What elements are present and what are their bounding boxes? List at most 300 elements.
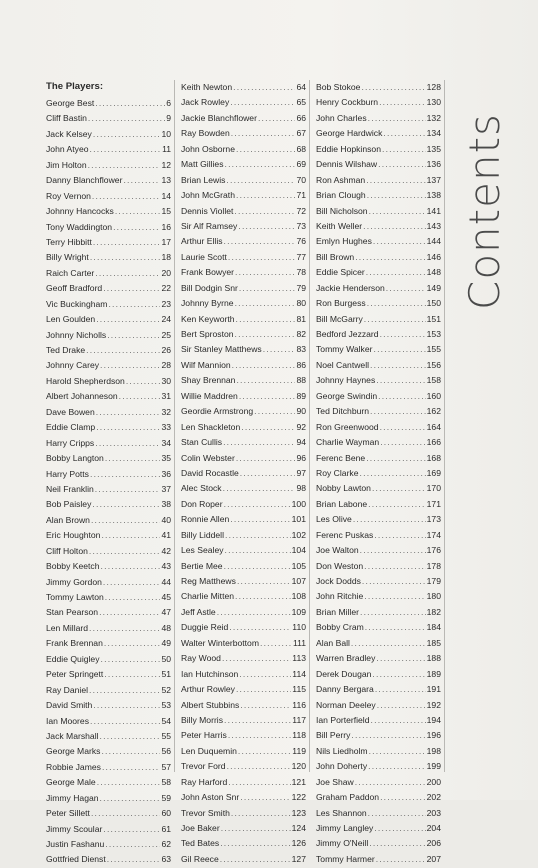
- player-name: Eddie Hopkinson: [316, 143, 381, 154]
- leader-dots: [238, 219, 295, 234]
- contents-entry: [181, 775, 309, 790]
- player-name: Bill Perry: [316, 730, 351, 741]
- contents-entry: [46, 358, 174, 373]
- leader-dots: [96, 420, 160, 435]
- page-number: 188: [426, 653, 441, 664]
- contents-entry: [316, 95, 444, 110]
- leader-dots: [91, 806, 160, 821]
- player-name: Jimmy Scoular: [46, 823, 103, 834]
- page-number: 160: [426, 390, 441, 401]
- leader-dots: [105, 590, 161, 605]
- leader-dots: [260, 636, 292, 651]
- player-name: Geordie Armstrong: [181, 406, 254, 417]
- contents-entry: [316, 744, 444, 759]
- contents-entry: [316, 404, 444, 419]
- page-number: 86: [296, 359, 306, 370]
- player-name: Alan Brown: [46, 514, 90, 525]
- player-name: Ian Porterfield: [316, 714, 370, 725]
- page-number: 170: [426, 483, 441, 494]
- player-name: Ferenc Puskas: [316, 529, 374, 540]
- contents-entry: [316, 713, 444, 728]
- leader-dots: [236, 373, 295, 388]
- leader-dots: [228, 775, 290, 790]
- leader-dots: [263, 342, 296, 357]
- page-number: 110: [292, 622, 306, 633]
- contents-entry: [46, 374, 174, 389]
- page-number: 54: [161, 715, 171, 726]
- leader-dots: [224, 497, 291, 512]
- player-name: Jimmy Hagan: [46, 792, 99, 803]
- player-name: Peter Harris: [181, 730, 227, 741]
- leader-dots: [105, 451, 161, 466]
- page-number: 185: [426, 637, 441, 648]
- page-number: 71: [296, 190, 306, 201]
- page-number: 196: [426, 730, 441, 741]
- leader-dots: [126, 374, 161, 389]
- page-number: 63: [161, 854, 171, 865]
- player-name: Don Roper: [181, 498, 223, 509]
- player-name: Reg Matthews: [181, 576, 236, 586]
- leader-dots: [383, 126, 425, 141]
- contents-entry: [46, 204, 174, 219]
- page-number: 146: [426, 251, 441, 262]
- contents-entry: [181, 312, 309, 327]
- contents-entry: [46, 528, 174, 543]
- contents-entry: [316, 636, 444, 651]
- leader-dots: [234, 204, 295, 219]
- leader-dots: [225, 543, 291, 558]
- contents-entry: [46, 142, 174, 157]
- page-number: 171: [426, 498, 441, 509]
- page-number: 153: [426, 329, 441, 339]
- leader-dots: [380, 435, 425, 450]
- contents-entry: [46, 467, 174, 482]
- leader-dots: [227, 759, 291, 774]
- page-number: 43: [161, 561, 171, 572]
- page-number: 57: [161, 761, 171, 772]
- player-name: George Best: [46, 98, 95, 108]
- contents-entry: [46, 667, 174, 682]
- contents-entry: [46, 127, 174, 142]
- page-number: 141: [426, 205, 441, 216]
- leader-dots: [374, 528, 425, 543]
- contents-entry: [316, 728, 444, 743]
- leader-dots: [232, 358, 296, 373]
- leader-dots: [101, 744, 160, 759]
- leader-dots: [254, 404, 295, 419]
- page-number: 61: [161, 823, 171, 834]
- page-number: 166: [426, 437, 441, 448]
- contents-entry: [316, 188, 444, 203]
- contents-entry: [46, 405, 174, 420]
- page-number: 135: [426, 143, 441, 154]
- player-name: Jimmy Gordon: [46, 576, 102, 587]
- page-number: 33: [161, 422, 171, 433]
- contents-entry: [181, 605, 309, 620]
- player-name: Eddie Quigley: [46, 653, 100, 664]
- contents-entry: [46, 636, 174, 651]
- page-number: 45: [161, 592, 171, 602]
- leader-dots: [95, 436, 160, 451]
- leader-dots: [231, 126, 296, 141]
- player-name: Graham Paddon: [316, 792, 380, 803]
- leader-dots: [236, 682, 291, 697]
- leader-dots: [92, 189, 161, 204]
- player-name: Danny Bergara: [316, 684, 374, 695]
- contents-entry: [316, 219, 444, 234]
- player-name: David Rocastle: [181, 467, 239, 478]
- contents-entry: [46, 652, 174, 667]
- contents-entry: [46, 775, 174, 790]
- page-number: 116: [292, 699, 306, 710]
- contents-entry: [316, 126, 444, 141]
- leader-dots: [230, 95, 295, 110]
- player-name: Johnny Haynes: [316, 375, 376, 386]
- page-number: 124: [291, 823, 306, 833]
- contents-column-2: [181, 80, 310, 864]
- contents-entry: [316, 435, 444, 450]
- contents-entry: [181, 698, 309, 713]
- player-name: Nils Liedholm: [316, 745, 368, 756]
- player-name: Wilf Mannion: [181, 359, 231, 370]
- leader-dots: [90, 142, 162, 157]
- player-name: Willie Maddren: [181, 390, 238, 401]
- page-number: 156: [426, 359, 441, 370]
- player-name: Neil Franklin: [46, 483, 94, 494]
- page-number: 173: [426, 514, 441, 525]
- page-number: 148: [426, 267, 441, 278]
- player-name: Dennis Viollet: [181, 205, 234, 216]
- player-name: Ray Daniel: [46, 684, 89, 695]
- page-number: 207: [426, 853, 441, 864]
- contents-entry: [316, 204, 444, 219]
- leader-dots: [366, 265, 426, 280]
- leader-dots: [107, 328, 160, 343]
- contents-entry: [181, 744, 309, 759]
- player-name: Danny Blanchflower: [46, 175, 123, 186]
- player-name: Les Olive: [316, 514, 352, 525]
- contents-title-text: Contents: [460, 113, 509, 310]
- page-number: 83: [296, 344, 306, 355]
- page-number: 199: [426, 761, 441, 772]
- leader-dots: [103, 822, 160, 837]
- leader-dots: [90, 467, 160, 482]
- player-name: Noel Cantwell: [316, 359, 370, 370]
- page-number: 59: [161, 792, 171, 803]
- player-name: Johnny Carey: [46, 360, 100, 371]
- leader-dots: [363, 219, 425, 234]
- page-number: 9: [166, 113, 171, 124]
- player-name: Joe Walton: [316, 545, 359, 556]
- player-name: Geoff Bradford: [46, 283, 103, 294]
- leader-dots: [361, 80, 425, 95]
- page-number: 17: [161, 236, 171, 247]
- leader-dots: [102, 760, 161, 775]
- page-number: 149: [426, 282, 441, 293]
- contents-entry: [316, 821, 444, 836]
- leader-dots: [378, 389, 426, 404]
- page-number: 38: [161, 499, 171, 510]
- player-name: Tommy Lawton: [46, 592, 104, 602]
- contents-entry: [316, 234, 444, 249]
- leader-dots: [380, 420, 426, 435]
- leader-dots: [355, 250, 425, 265]
- player-name: Ken Keyworth: [181, 313, 235, 324]
- leader-dots: [362, 574, 426, 589]
- contents-entry: [46, 220, 174, 235]
- contents-entry: [316, 836, 444, 851]
- page-number: 23: [161, 298, 171, 309]
- contents-column-3: [316, 80, 445, 864]
- page-number: 194: [426, 714, 441, 725]
- contents-entry: [181, 759, 309, 774]
- player-name: Colin Webster: [181, 452, 235, 463]
- page-number: 114: [292, 668, 306, 679]
- section-heading: The Players:: [46, 81, 104, 92]
- contents-entry: [181, 651, 309, 666]
- leader-dots: [95, 482, 161, 497]
- page-number: 97: [296, 467, 306, 478]
- leader-dots: [368, 759, 426, 774]
- leader-dots: [360, 605, 426, 620]
- leader-dots: [96, 312, 160, 327]
- page-number: 16: [161, 221, 171, 232]
- page-number: 10: [161, 128, 171, 139]
- page-number: 48: [161, 622, 171, 633]
- leader-dots: [123, 173, 160, 188]
- page-number: 18: [161, 252, 171, 263]
- contents-entry: [46, 683, 174, 698]
- player-name: Jackie Blanchflower: [181, 112, 257, 123]
- player-name: Bob Stokoe: [316, 82, 361, 92]
- page-number: 73: [296, 220, 306, 231]
- contents-entry: [181, 451, 309, 466]
- leader-dots: [378, 157, 426, 172]
- player-name: Peter Springett: [46, 669, 104, 680]
- player-name: Norman Deeley: [316, 699, 376, 710]
- leader-dots: [374, 821, 425, 836]
- leader-dots: [382, 142, 426, 157]
- contents-entry: [316, 250, 444, 265]
- page-number: 25: [161, 329, 171, 340]
- page-number: 206: [426, 838, 441, 849]
- contents-entry: [46, 837, 174, 852]
- contents-entry: [316, 759, 444, 774]
- page-number: 144: [426, 236, 441, 247]
- page-number: 176: [426, 545, 441, 556]
- contents-entry: [181, 852, 309, 867]
- contents-entry: [46, 605, 174, 620]
- contents-entry: [46, 714, 174, 729]
- contents-entry: [46, 189, 174, 204]
- leader-dots: [368, 497, 426, 512]
- contents-entry: [316, 620, 444, 635]
- player-name: Len Millard: [46, 622, 89, 633]
- contents-entry: [316, 342, 444, 357]
- contents-entry: [46, 173, 174, 188]
- contents-entry: [316, 80, 444, 95]
- leader-dots: [103, 575, 161, 590]
- leader-dots: [371, 713, 426, 728]
- page-number: 20: [161, 267, 171, 278]
- player-name: Roy Clarke: [316, 467, 359, 478]
- page-number: 126: [291, 838, 306, 849]
- contents-entry: [46, 312, 174, 327]
- leader-dots: [369, 836, 425, 851]
- leader-dots: [86, 343, 160, 358]
- page-number: 13: [161, 175, 171, 186]
- leader-dots: [100, 791, 161, 806]
- leader-dots: [235, 265, 295, 280]
- player-name: Johnny Nicholls: [46, 329, 107, 340]
- page-number: 22: [161, 283, 171, 294]
- player-name: David Smith: [46, 700, 93, 711]
- page-number: 111: [292, 637, 306, 648]
- contents-entry: [46, 482, 174, 497]
- leader-dots: [351, 728, 425, 743]
- contents-entry: [316, 605, 444, 620]
- player-name: Vic Buckingham: [46, 298, 108, 309]
- page-number: 50: [161, 653, 171, 664]
- page-number: 68: [296, 143, 306, 154]
- contents-entry: [181, 543, 309, 558]
- page-number: 89: [296, 390, 306, 401]
- leader-dots: [370, 404, 426, 419]
- player-name: Gil Reece: [181, 853, 219, 864]
- page-number: 56: [161, 746, 171, 757]
- player-name: Tommy Harmer: [316, 853, 375, 864]
- contents-entry: [316, 157, 444, 172]
- leader-dots: [224, 713, 291, 728]
- player-name: George Male: [46, 777, 96, 788]
- leader-dots: [235, 589, 291, 604]
- player-name: Albert Johanneson: [46, 391, 118, 402]
- player-name: Don Weston: [316, 560, 364, 571]
- player-name: Terry Hibbitt: [46, 236, 92, 247]
- page-number: 184: [426, 622, 441, 633]
- contents-entry: [46, 451, 174, 466]
- contents-entry: [181, 589, 309, 604]
- player-name: Bobby Langton: [46, 453, 104, 464]
- page-number: 94: [296, 437, 306, 448]
- page-number: 92: [296, 421, 306, 432]
- contents-entry: [46, 266, 174, 281]
- page-number: 178: [426, 560, 441, 571]
- page-number: 80: [296, 298, 306, 309]
- contents-entry: [181, 620, 309, 635]
- leader-dots: [100, 358, 160, 373]
- leader-dots: [101, 652, 161, 667]
- leader-dots: [225, 157, 296, 172]
- contents-entry: [46, 389, 174, 404]
- contents-entry: [181, 281, 309, 296]
- leader-dots: [367, 296, 426, 311]
- page-number: 52: [161, 684, 171, 695]
- player-name: Bobby Cram: [316, 622, 364, 633]
- page-number: 130: [426, 97, 441, 108]
- leader-dots: [370, 358, 426, 373]
- player-name: Henry Cockburn: [316, 97, 379, 108]
- player-name: Billy Wright: [46, 252, 89, 263]
- contents-entry: [316, 528, 444, 543]
- leader-dots: [223, 435, 295, 450]
- page-number: 41: [161, 530, 171, 541]
- page-number: 202: [426, 792, 441, 803]
- contents-entry: [316, 389, 444, 404]
- leader-dots: [115, 204, 161, 219]
- player-name: Derek Dougan: [316, 668, 372, 679]
- player-name: Ted Bates: [181, 838, 220, 849]
- contents-entry: [46, 575, 174, 590]
- page-number: 121: [291, 776, 306, 787]
- page-number: 151: [426, 313, 441, 324]
- contents-entry: [181, 80, 309, 95]
- leader-dots: [101, 528, 160, 543]
- page-number: 47: [161, 607, 171, 618]
- player-name: Les Shannon: [316, 807, 367, 818]
- contents-entry: [46, 559, 174, 574]
- player-name: Walter Winterbottom: [181, 637, 259, 648]
- page-number: 105: [291, 560, 306, 571]
- page-number: 102: [291, 529, 306, 540]
- page-number: 192: [426, 699, 441, 710]
- leader-dots: [113, 220, 160, 235]
- leader-dots: [380, 327, 426, 342]
- contents-entry: [181, 667, 309, 682]
- leader-dots: [240, 698, 291, 713]
- player-name: Len Duquemin: [181, 745, 237, 756]
- player-name: Cliff Bastin: [46, 113, 87, 124]
- leader-dots: [364, 559, 426, 574]
- leader-dots: [90, 250, 161, 265]
- leader-dots: [373, 234, 426, 249]
- contents-entry: [316, 852, 444, 867]
- contents-entry: [181, 404, 309, 419]
- contents-entry: [316, 373, 444, 388]
- player-name: Robbie James: [46, 761, 101, 772]
- leader-dots: [372, 667, 425, 682]
- contents-entry: [181, 126, 309, 141]
- player-name: John McGrath: [181, 190, 235, 201]
- page-number: 96: [296, 452, 306, 463]
- contents-entry: [46, 621, 174, 636]
- contents-entry: [316, 296, 444, 311]
- player-name: Stan Pearson: [46, 607, 99, 618]
- page-number: 44: [161, 576, 171, 587]
- leader-dots: [92, 497, 160, 512]
- player-name: Joe Shaw: [316, 776, 354, 787]
- contents-entry: [316, 481, 444, 496]
- contents-entry: [181, 574, 309, 589]
- leader-dots: [379, 95, 426, 110]
- contents-entry: [181, 373, 309, 388]
- contents-entry: [46, 760, 174, 775]
- leader-dots: [89, 683, 160, 698]
- leader-dots: [93, 698, 160, 713]
- player-name: John Doherty: [316, 761, 368, 772]
- page-number: 100: [291, 498, 306, 509]
- contents-entry: [181, 512, 309, 527]
- player-name: Ted Drake: [46, 345, 86, 355]
- page-number: 37: [161, 483, 171, 494]
- player-name: Jack Kelsey: [46, 128, 92, 139]
- leader-dots: [96, 405, 161, 420]
- player-name: Warren Bradley: [316, 653, 376, 664]
- page-number: 58: [161, 777, 171, 788]
- player-name: Johnny Byrne: [181, 298, 234, 309]
- leader-dots: [228, 728, 291, 743]
- page-number: 101: [291, 514, 306, 525]
